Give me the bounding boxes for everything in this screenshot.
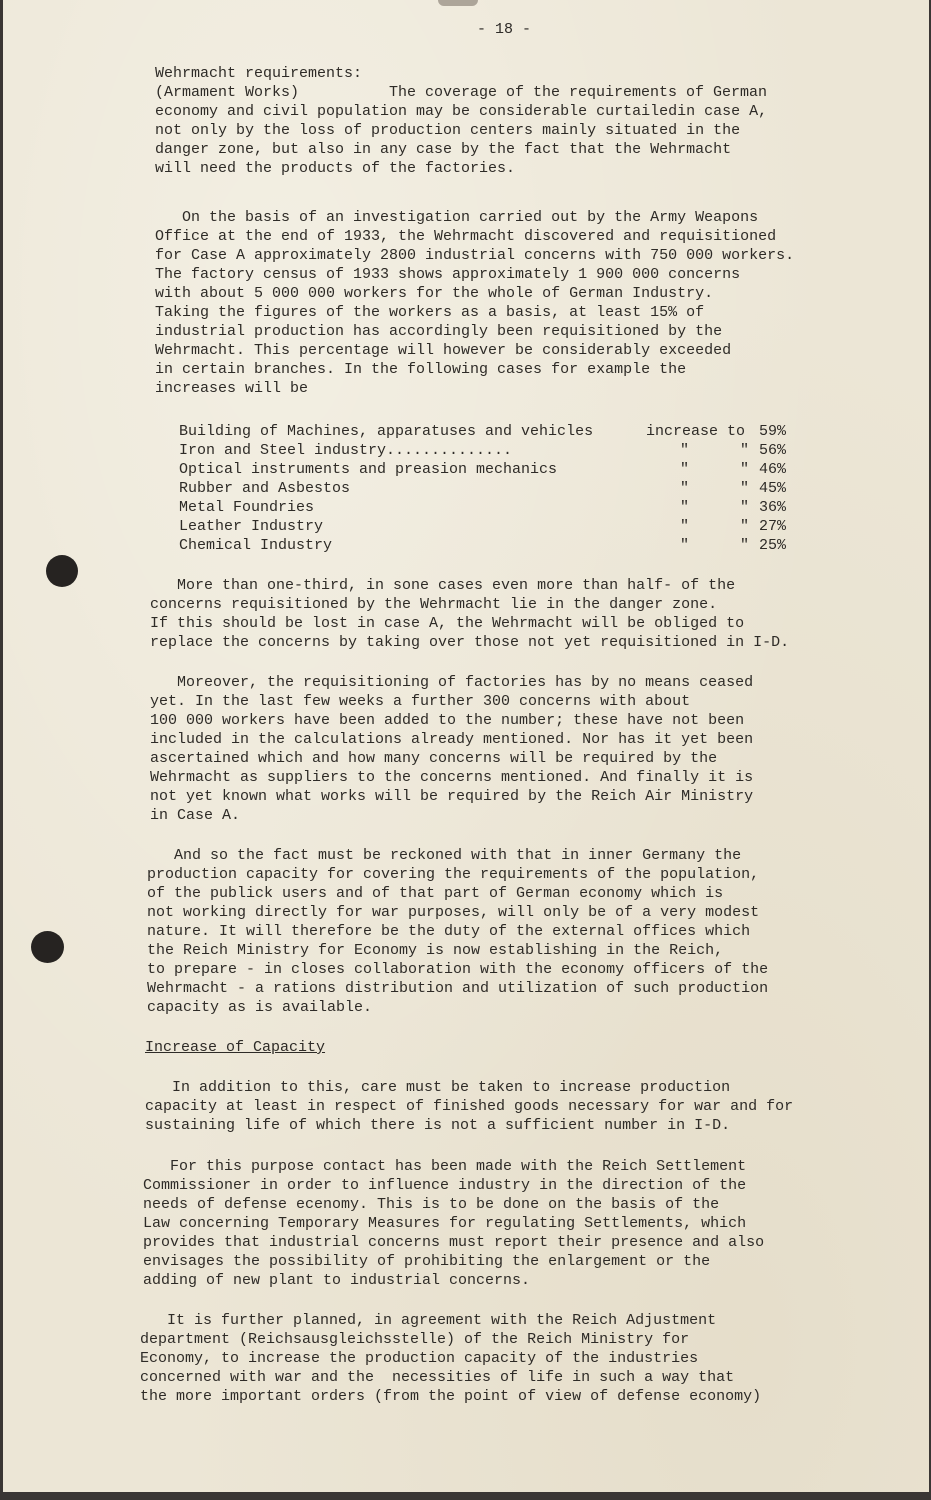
text-line: Wehrmacht as suppliers to the concerns mentioned. And finally it is: [150, 769, 754, 786]
ditto-mark: ": [740, 480, 750, 497]
text-line: Moreover, the requisitioning of factories has by no means ceased: [150, 674, 754, 691]
text-line: For this purpose contact has been made with the Reich Settlement: [143, 1158, 747, 1175]
text-line: needs of defense ecenomy. This is to be done on the basis of the: [143, 1196, 720, 1213]
paragraph-danger-zone: [150, 576, 789, 652]
section-heading: Wehrmacht requirements:: [155, 65, 363, 82]
branch-percent: 27%: [759, 518, 787, 535]
text-line: The factory census of 1933 shows approximately 1 900 000 concerns: [155, 266, 741, 283]
text-line: danger zone, but also in any case by the fact that the Wehrmacht: [155, 141, 732, 158]
branch-name: Chemical Industry: [179, 537, 333, 554]
punch-hole: [46, 555, 78, 587]
branch-percent: 59%: [759, 423, 787, 440]
branch-percent: 25%: [759, 537, 787, 554]
text-line: economy and civil population may be considerable curtailedin case A,: [155, 103, 768, 120]
table-row: [179, 441, 819, 460]
table-row: [179, 498, 819, 517]
paragraph-in-addition: [145, 1078, 793, 1135]
text-line: capacity at least in respect of finished goods necessary for war and for: [145, 1098, 794, 1115]
text-line: It is further planned, in agreement with the Reich Adjustment: [140, 1312, 717, 1329]
table-row: [179, 460, 819, 479]
text-line: Wehrmacht - a rations distribution and utilization of such production: [147, 980, 769, 997]
text-line: sustaining life of which there is not a sufficient number in I-D.: [145, 1117, 731, 1134]
text-line: with about 5 000 000 workers for the whole of German Industry.: [155, 285, 714, 302]
text-line: Commissioner in order to influence industry in the direction of the: [143, 1177, 747, 1194]
document-page: [3, 0, 929, 1492]
text-line: concerned with war and the necessities of life in such a way that: [140, 1369, 735, 1386]
text-line: provides that industrial concerns must report their presence and also: [143, 1234, 765, 1251]
ditto-mark: ": [680, 518, 690, 535]
table-row: [179, 422, 819, 441]
ditto-mark: ": [740, 518, 750, 535]
text-line: in Case A.: [150, 807, 241, 824]
increases-table: [179, 422, 819, 555]
text-line: to prepare - in closes collaboration with the economy officers of the: [147, 961, 769, 978]
text-line: of the publick users and of that part of German economy which is: [147, 885, 724, 902]
ditto-mark: ": [680, 442, 690, 459]
branch-name: Iron and Steel industry..............: [179, 442, 513, 459]
text-line: included in the calculations already mentioned. Nor has it yet been: [150, 731, 754, 748]
text-line: Wehrmacht. This percentage will however be considerably exceeded: [155, 342, 732, 359]
text-line: ascertained which and how many concerns will be required by the: [150, 750, 718, 767]
text-line: industrial production has accordingly been requisitioned by the: [155, 323, 723, 340]
paragraph-settlement: [143, 1157, 764, 1290]
paragraph-moreover: [150, 673, 753, 825]
ditto-mark: ": [740, 537, 750, 554]
page-number: - 18 -: [477, 21, 532, 38]
text-line: yet. In the last few weeks a further 300 concerns with about: [150, 693, 691, 710]
heading-row: [155, 83, 767, 102]
text-line: Economy, to increase the production capacity of the industries: [140, 1350, 699, 1367]
section-heading-increase-of-capacity: Increase of Capacity: [145, 1039, 326, 1056]
ditto-mark: ": [680, 461, 690, 478]
branch-percent: 36%: [759, 499, 787, 516]
text-line: On the basis of an investigation carried out by the Army Weapons: [155, 209, 759, 226]
increase-label: increase to: [646, 423, 746, 440]
text-line: capacity as is available.: [147, 999, 373, 1016]
text-line: for Case A approximately 2800 industrial concerns with 750 000 workers.: [155, 247, 795, 264]
text-line: increases will be: [155, 380, 309, 397]
text-line: More than one-third, in sone cases even more than half- of the: [150, 577, 736, 594]
paragraph-inner-germany: [147, 846, 768, 1017]
text-line: And so the fact must be reckoned with that in inner Germany the: [147, 847, 742, 864]
text-line: in certain branches. In the following cases for example the: [155, 361, 687, 378]
staple-mark: [438, 0, 478, 6]
text-line: concerns requisitioned by the Wehrmacht lie in the danger zone.: [150, 596, 718, 613]
text-line: nature. It will therefore be the duty of the external offices which: [147, 923, 751, 940]
text-line: not working directly for war purposes, will only be of a very modest: [147, 904, 760, 921]
text-line: production capacity for covering the requirements of the population,: [147, 866, 760, 883]
ditto-mark: ": [680, 480, 690, 497]
text-line: not yet known what works will be required by the Reich Air Ministry: [150, 788, 754, 805]
section-wehrmacht-requirements: [155, 64, 767, 178]
section-subheading: (Armament Works): [155, 84, 300, 101]
text-line: replace the concerns by taking over those not yet requisitioned in I-D.: [150, 634, 790, 651]
branch-name: Metal Foundries: [179, 499, 315, 516]
text-line: The coverage of the requirements of German: [389, 84, 768, 101]
branch-name: Building of Machines, apparatuses and vehicles: [179, 423, 594, 440]
ditto-mark: ": [740, 499, 750, 516]
ditto-mark: ": [680, 499, 690, 516]
ditto-mark: ": [740, 442, 750, 459]
text-line: not only by the loss of production centers mainly situated in the: [155, 122, 741, 139]
paragraph-investigation: [155, 208, 794, 398]
branch-name: Optical instruments and preasion mechanics: [179, 461, 558, 478]
branch-name: Rubber and Asbestos: [179, 480, 351, 497]
table-row: [179, 479, 819, 498]
text-line: the more important orders (from the point of view of defense economy): [140, 1388, 762, 1405]
text-line: the Reich Ministry for Economy is now establishing in the Reich,: [147, 942, 724, 959]
branch-percent: 56%: [759, 442, 787, 459]
branch-percent: 46%: [759, 461, 787, 478]
text-line: adding of new plant to industrial concerns.: [143, 1272, 531, 1289]
ditto-mark: ": [680, 537, 690, 554]
table-row: [179, 517, 819, 536]
text-line: In addition to this, care must be taken to increase production: [145, 1079, 731, 1096]
branch-name: Leather Industry: [179, 518, 324, 535]
text-line: will need the products of the factories.: [155, 160, 516, 177]
branch-percent: 45%: [759, 480, 787, 497]
text-line: envisages the possibility of prohibiting the enlargement or the: [143, 1253, 711, 1270]
text-line: If this should be lost in case A, the Wehrmacht will be obliged to: [150, 615, 745, 632]
punch-hole: [31, 931, 64, 963]
table-row: [179, 536, 819, 555]
text-line: Taking the figures of the workers as a basis, at least 15% of: [155, 304, 705, 321]
paragraph-adjustment: [140, 1311, 761, 1406]
ditto-mark: ": [740, 461, 750, 478]
text-line: Office at the end of 1933, the Wehrmacht discovered and requisitioned: [155, 228, 777, 245]
text-line: department (Reichsausgleichsstelle) of the Reich Ministry for: [140, 1331, 690, 1348]
text-line: Law concerning Temporary Measures for regulating Settlements, which: [143, 1215, 747, 1232]
text-line: 100 000 workers have been added to the number; these have not been: [150, 712, 745, 729]
